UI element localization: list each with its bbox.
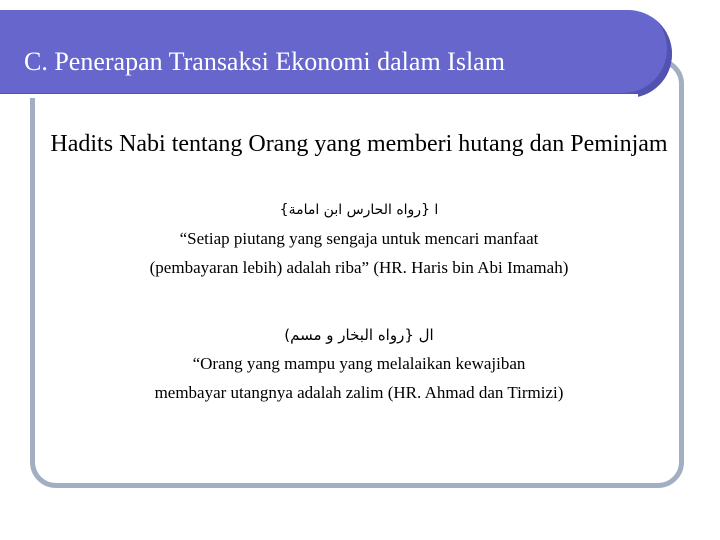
slide-title: C. Penerapan Transaksi Ekonomi dalam Islam [24,47,505,76]
slide-subtitle: Hadits Nabi tentang Orang yang memberi hutang dan Peminjam [50,131,668,157]
hadith-1-text-line-2: (pembayaran lebih) adalah riba” (HR. Haris bin Abi Imamah) [149,258,569,277]
title-bar [0,10,672,98]
hadith-1-arabic: ا {رواه الحارس ابن امامة} [279,202,439,218]
hadith-2-arabic: ال {رواه البخار و مسم) [284,326,434,344]
content-area [44,130,674,406]
hadith-2-text-line-2: membayar utangnya adalah zalim (HR. Ahmad dan Tirmizi) [154,383,564,402]
hadith-2-text-line-1: “Orang yang mampu yang melalaikan kewajiban [192,354,526,373]
hadith-1-text-line-1: “Setiap piutang yang sengaja untuk mencari manfaat [179,229,539,248]
